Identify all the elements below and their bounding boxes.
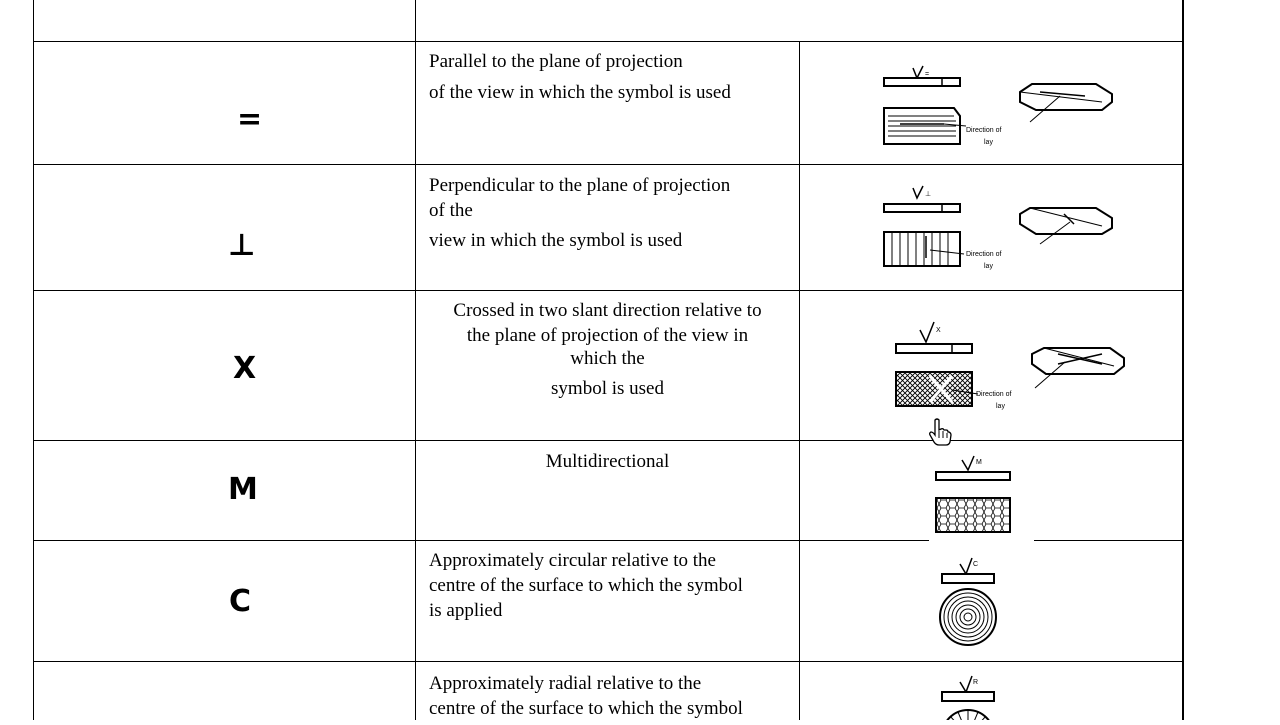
lay-perpendicular-diagram bbox=[880, 184, 1120, 279]
lay-crossed-diagram bbox=[890, 318, 1130, 423]
row-divider bbox=[33, 661, 1183, 662]
lay-description: Parallel to the plane of projection of the view in which the symbol is used bbox=[429, 51, 731, 103]
figure-label: Direction of bbox=[976, 391, 1012, 398]
figure-label: lay bbox=[984, 139, 993, 146]
lay-symbol: = bbox=[237, 102, 263, 137]
svg-text:⊥: ⊥ bbox=[925, 191, 932, 198]
lay-description: Approximately circular relative to the centre of the surface to which the symbol is applied bbox=[429, 550, 743, 621]
figure-label: lay bbox=[996, 403, 1005, 410]
svg-text:R: R bbox=[973, 679, 979, 686]
lay-symbol: X bbox=[233, 351, 257, 386]
lay-parallel-diagram bbox=[880, 64, 1120, 159]
row-divider bbox=[33, 41, 1183, 42]
lay-symbol: C bbox=[229, 584, 252, 619]
row-divider bbox=[33, 540, 929, 541]
lay-multidirectional-diagram bbox=[930, 452, 1030, 547]
table-left-border bbox=[33, 0, 34, 720]
hand-pointer-icon bbox=[928, 418, 952, 451]
lay-description: Perpendicular to the plane of projection of the view in which the symbol is used bbox=[429, 175, 731, 251]
lay-description: Approximately radial relative to the centre of the surface to which the symbol bbox=[429, 673, 743, 719]
svg-text:C: C bbox=[973, 561, 979, 568]
figure-label: Direction of bbox=[966, 251, 1002, 258]
svg-text:X: X bbox=[936, 327, 941, 334]
figure-label: lay bbox=[984, 263, 993, 270]
figure-label: Direction of bbox=[966, 127, 1002, 134]
row-divider bbox=[1034, 540, 1183, 541]
lay-symbol: M bbox=[228, 472, 258, 507]
lay-description: Crossed in two slant direction relative to the plane of projection of the view in which the symbol is used bbox=[453, 300, 762, 399]
table-right-border bbox=[1182, 0, 1184, 720]
svg-text:M: M bbox=[976, 459, 982, 466]
column-divider-2 bbox=[799, 41, 800, 720]
lay-circular-diagram bbox=[930, 550, 1010, 655]
svg-text:=: = bbox=[925, 71, 930, 78]
row-divider bbox=[33, 440, 1183, 441]
lay-symbol: ⊥ bbox=[228, 228, 256, 263]
lay-description: Multidirectional bbox=[545, 451, 670, 472]
row-divider bbox=[33, 290, 1183, 291]
row-divider bbox=[33, 164, 1183, 165]
lay-radial-diagram bbox=[930, 672, 1010, 725]
